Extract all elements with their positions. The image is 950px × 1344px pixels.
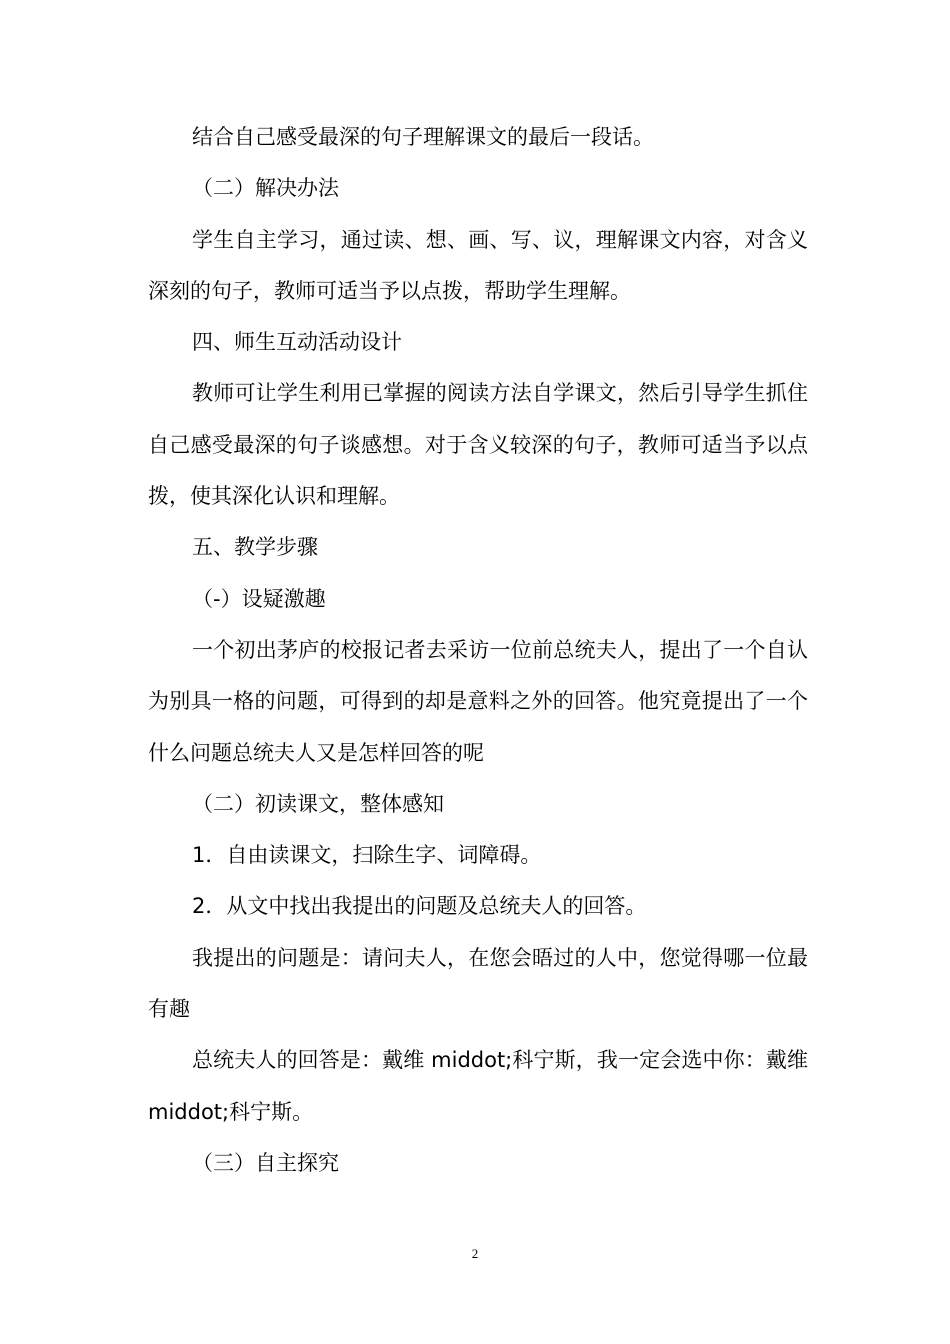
list-item-1: 1．自由读课文，扫除生字、词障碍。 xyxy=(192,843,542,868)
paragraph-lesson-goal: 结合自己感受最深的句子理解课文的最后一段话。 xyxy=(192,125,654,149)
heading-step-one: （-）设疑激趣 xyxy=(192,586,326,611)
heading-step-three: （三）自主探究 xyxy=(192,1150,339,1175)
paragraph-solution: 学生自主学习，通过读、想、画、写、议，理解课文内容，对含义深刻的句子，教师可适当予以点拨，帮助学生理解。 xyxy=(148,227,808,303)
heading-solution: （二）解决办法 xyxy=(192,176,339,201)
paragraph-answer: 总统夫人的回答是：戴维 middot;科宁斯，我一定会选中你：戴维 middot;科宁斯。 xyxy=(148,1048,808,1124)
page-number: 2 xyxy=(471,1246,479,1261)
list-item-2: 2．从文中找出我提出的问题及总统夫人的回答。 xyxy=(192,894,647,919)
heading-interaction-design: 四、师生互动活动设计 xyxy=(192,330,402,355)
paragraph-question: 我提出的问题是：请问夫人，在您会晤过的人中，您觉得哪一位最有趣 xyxy=(148,945,808,1022)
heading-step-two: （二）初读课文，整体感知 xyxy=(192,791,444,816)
paragraph-step-one: 一个初出茅庐的校报记者去采访一位前总统夫人，提出了一个自认为别具一格的问题，可得到的却是意料之外的回答。他究竟提出了一个什么问题总统夫人又是怎样回答的呢 xyxy=(148,637,808,765)
document-body xyxy=(148,112,808,1189)
paragraph-interaction-design: 教师可让学生利用已掌握的阅读方法自学课文，然后引导学生抓住自己感受最深的句子谈感想。对于含义较深的句子，教师可适当予以点拨，使其深化认识和理解。 xyxy=(148,381,808,509)
heading-teaching-steps: 五、教学步骤 xyxy=(192,535,318,560)
